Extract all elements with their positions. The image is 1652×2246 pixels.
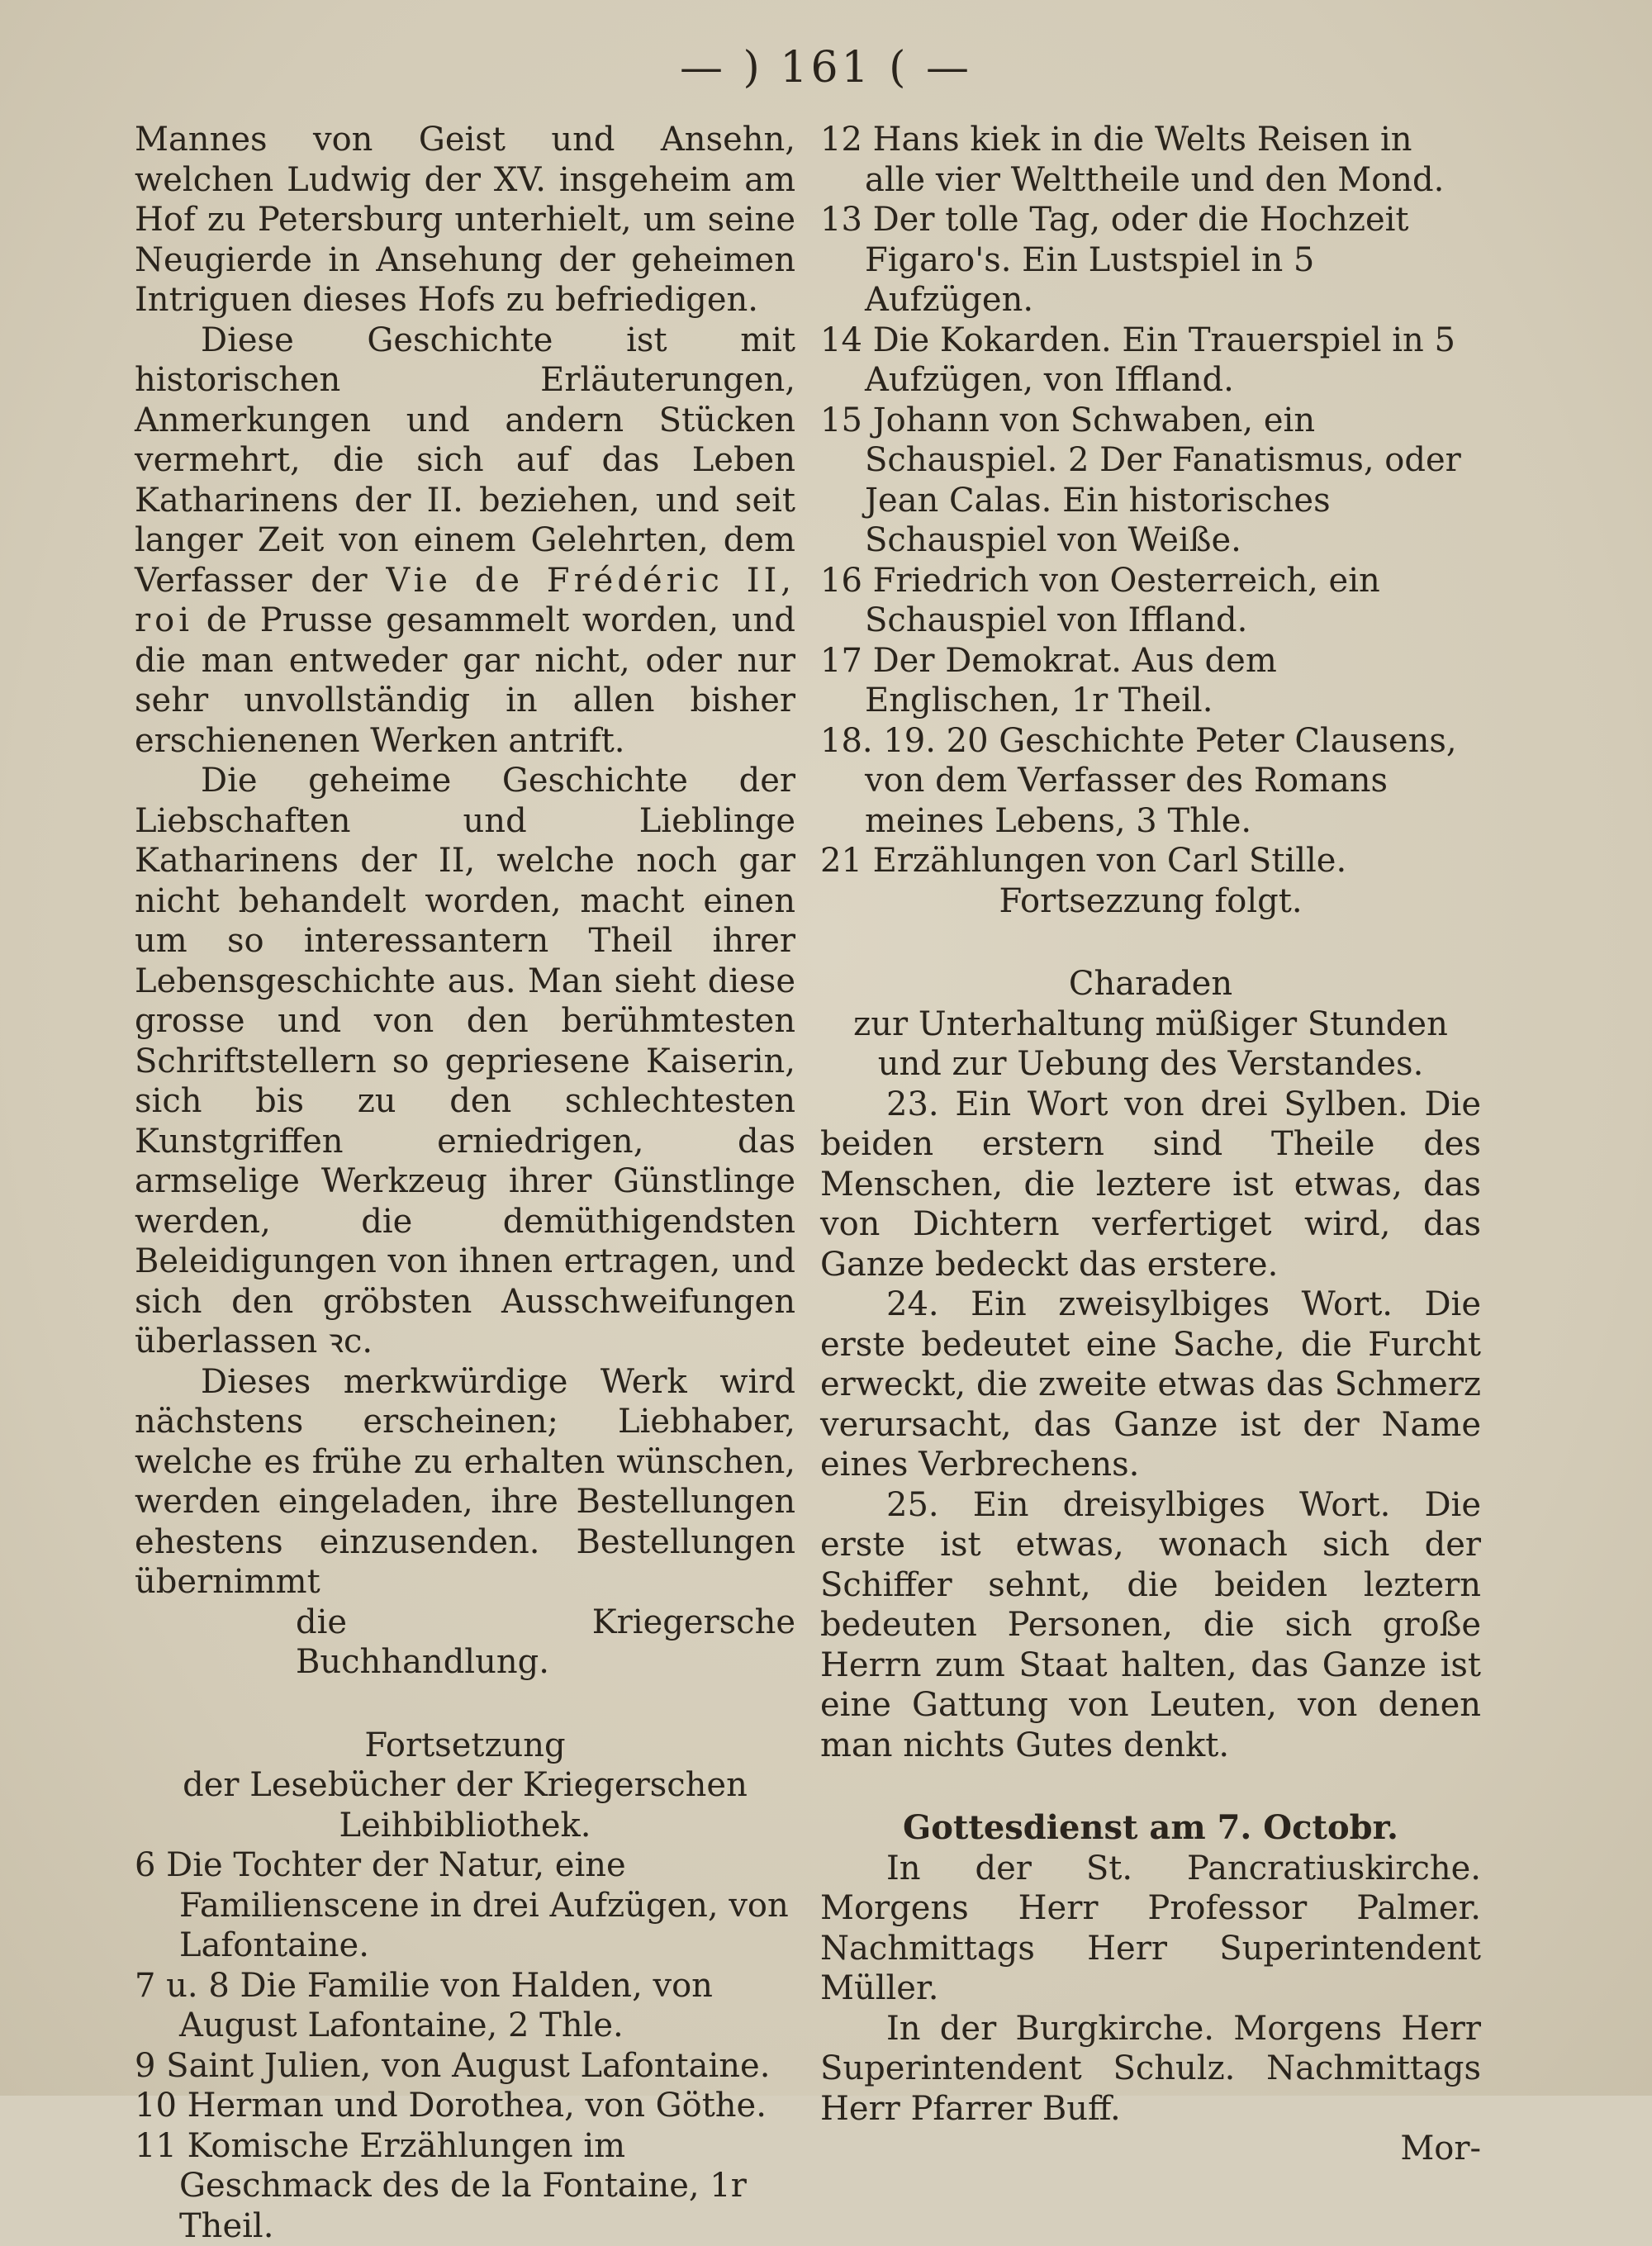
charade-25: 25. Ein dreisylbiges Wort. Die erste ist etwas, wonach sich der Schiffer sehnt, die beiden leztern bedeuten Personen, die sich große Herrn zum Staat halten, das Ganze ist eine Gattung von Leuten, von denen man nichts Gutes denkt. <box>820 1485 1481 1766</box>
left-paragraph-3: Die geheime Geschichte der Liebschaften und Lieblinge Katharinens der II, welche noch gar nicht behandelt worden, macht einen um so interessantern Theil ihrer Lebensgeschichte aus. Man sieht diese grosse und von den berühmtesten Schriftstellern so gepriesene Kaiserin, sich bis zu den schlechtesten Kunstgriffen erniedrigen, das armselige Werkzeug ihrer Günstlinge werden, die demüthigendsten Beleidigungen von ihnen ertragen, und sich den gröbsten Ausschweifungen überlassen ꝛc. <box>135 761 795 1362</box>
list-item: 16 Friedrich von Oesterreich, ein Schauspiel von Iffland. <box>820 561 1481 641</box>
charades-subtitle: zur Unterhaltung müßiger Stunden und zur Uebung des Verstandes. <box>820 1004 1481 1085</box>
service-burgkirche: In der Burgkirche. Morgens Herr Superintendent Schulz. Nachmittags Herr Pfarrer Buff. <box>820 2009 1481 2130</box>
service-title: Gottesdienst am 7. Octobr. <box>820 1808 1481 1849</box>
list-item: 18. 19. 20 Geschichte Peter Clausens, von dem Verfasser des Romans meines Lebens, 3 Thle. <box>820 721 1481 842</box>
catchword: Mor- <box>820 2129 1481 2169</box>
list-item: 11 Komische Erzählungen im Geschmack des de la Fontaine, 1r Theil. <box>135 2126 795 2246</box>
section-title: Fortsetzung <box>135 1726 795 1766</box>
list-item: 15 Johann von Schwaben, ein Schauspiel. 2 Der Fanatismus, oder Jean Calas. Ein historisches Schauspiel von Weiße. <box>820 401 1481 561</box>
left-column <box>135 120 795 2246</box>
charade-24: 24. Ein zweisylbiges Wort. Die erste bedeutet eine Sache, die Furcht erweckt, die zweite etwas das Schmerz verursacht, das Ganze ist der Name eines Verbrechens. <box>820 1284 1481 1485</box>
bookshop-signature: die Kriegersche Buchhandlung. <box>135 1603 795 1683</box>
list-item: 14 Die Kokarden. Ein Trauerspiel in 5 Aufzügen, von Iffland. <box>820 321 1481 401</box>
list-item: 9 Saint Julien, von August Lafontaine. <box>135 2046 795 2087</box>
section-subtitle: der Lesebücher der Kriegerschen Leihbibliothek. <box>135 1765 795 1845</box>
french-title: Vie de Frédéric II, roi <box>135 562 795 640</box>
list-item: 6 Die Tochter der Natur, eine Familienscene in drei Aufzügen, von Lafontaine. <box>135 1845 795 1966</box>
charade-23: 23. Ein Wort von drei Sylben. Die beiden erstern sind Theile des Menschen, die leztere ist etwas, das von Dichtern verfertiget wird, das Ganze bedeckt das erstere. <box>820 1085 1481 1285</box>
list-item: 10 Herman und Dorothea, von Göthe. <box>135 2086 795 2126</box>
page-number-header: — ) 161 ( — <box>0 43 1652 93</box>
list-item: 7 u. 8 Die Familie von Halden, von August Lafontaine, 2 Thle. <box>135 1966 795 2046</box>
right-column <box>820 120 1481 2169</box>
left-paragraph-1: Mannes von Geist und Ansehn, welchen Ludwig der XV. insgeheim am Hof zu Petersburg unterhielt, um seine Neugierde in Ansehung der geheimen Intriguen dieses Hofs zu befriedigen. <box>135 120 795 321</box>
left-paragraph-4: Dieses merkwürdige Werk wird nächstens erscheinen; Liebhaber, welche es frühe zu erhalten wünschen, werden eingeladen, ihre Bestellungen ehestens einzusenden. Bestellungen übernimmt <box>135 1362 795 1603</box>
list-item: 21 Erzählungen von Carl Stille. <box>820 841 1481 881</box>
left-paragraph-2: Diese Geschichte ist mit historischen Erläuterungen, Anmerkungen und andern Stücken vermehrt, die sich auf das Leben Katharinens der II. beziehen, und seit langer Zeit von einem Gelehrten, dem Verfasser der Vie de Frédéric II, roi de Prusse gesammelt worden, und die man entweder gar nicht, oder nur sehr unvollständig in allen bisher erschienenen Werken antrift. <box>135 321 795 762</box>
list-item: 17 Der Demokrat. Aus dem Englischen, 1r Theil. <box>820 641 1481 721</box>
service-pancratius: In der St. Pancratiuskirche. Morgens Herr Professor Palmer. Nachmittags Herr Superintendent Müller. <box>820 1849 1481 2009</box>
charades-title: Charaden <box>820 964 1481 1004</box>
continued-note: Fortsezzung folgt. <box>820 881 1481 922</box>
list-item: 13 Der tolle Tag, oder die Hochzeit Figaro's. Ein Lustspiel in 5 Aufzügen. <box>820 200 1481 321</box>
list-item: 12 Hans kiek in die Welts Reisen in alle vier Welttheile und den Mond. <box>820 120 1481 200</box>
